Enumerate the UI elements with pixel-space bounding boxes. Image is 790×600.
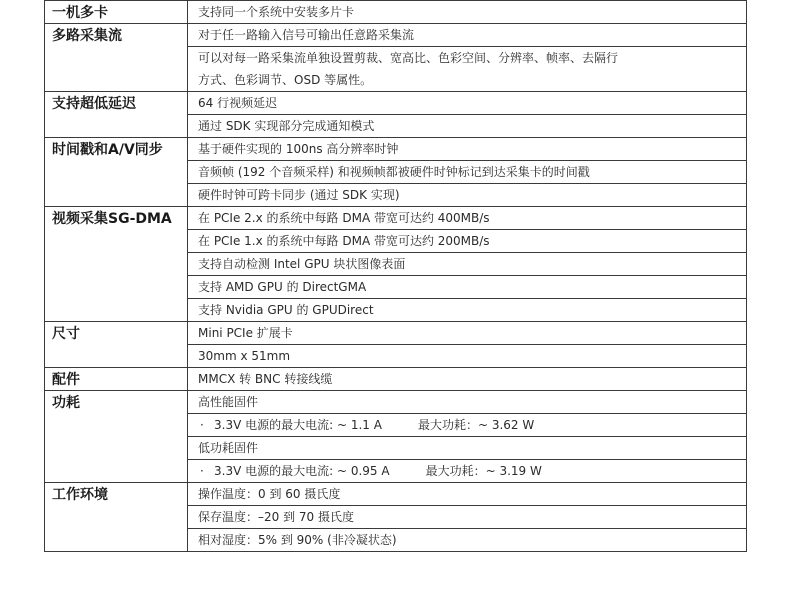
- category-cell: 配件: [45, 368, 188, 391]
- spec-text: Mini PCIe 扩展卡: [188, 322, 747, 345]
- category-cell: 支持超低延迟: [45, 92, 188, 138]
- table-row: [45, 24, 747, 47]
- category-cell: 尺寸: [45, 322, 188, 368]
- category-cell: 功耗: [45, 391, 188, 483]
- max-current-text: 3.3V 电源的最大电流: ~ 0.95 A: [214, 464, 390, 478]
- bullet: ·: [200, 464, 204, 478]
- spec-text: 30mm x 51mm: [188, 345, 747, 368]
- table-row: [45, 322, 747, 345]
- spec-text: 方式、色彩调节、OSD 等属性。: [188, 69, 747, 92]
- power-detail: [188, 414, 747, 437]
- category-cell: 视频采集SG-DMA: [45, 207, 188, 322]
- spec-text: 在 PCIe 1.x 的系统中每路 DMA 带宽可达约 200MB/s: [188, 230, 747, 253]
- spec-text: 保存温度：–20 到 70 摄氏度: [188, 506, 747, 529]
- category-cell: 多路采集流: [45, 24, 188, 92]
- spec-text: 基于硬件实现的 100ns 高分辨率时钟: [188, 138, 747, 161]
- table-row: [45, 368, 747, 391]
- table-row: [45, 483, 747, 506]
- spec-text: 可以对每一路采集流单独设置剪裁、宽高比、色彩空间、分辨率、帧率、去隔行: [188, 47, 747, 70]
- spec-text: MMCX 转 BNC 转接线缆: [188, 368, 747, 391]
- spec-table: [44, 0, 747, 552]
- max-power-text: 最大功耗：~ 3.62 W: [417, 418, 535, 432]
- spec-text: 支持 Nvidia GPU 的 GPUDirect: [188, 299, 747, 322]
- spec-text: 操作温度：0 到 60 摄氏度: [188, 483, 747, 506]
- spec-text: 在 PCIe 2.x 的系统中每路 DMA 带宽可达约 400MB/s: [188, 207, 747, 230]
- table-row: [45, 391, 747, 414]
- table-row: [45, 138, 747, 161]
- category-cell: 一机多卡: [45, 1, 188, 24]
- spec-text: 相对湿度：5% 到 90% (非冷凝状态): [188, 529, 747, 552]
- spec-text: 支持同一个系统中安装多片卡: [188, 1, 747, 24]
- max-current-text: 3.3V 电源的最大电流: ~ 1.1 A: [214, 418, 382, 432]
- spec-text: 支持 AMD GPU 的 DirectGMA: [188, 276, 747, 299]
- category-cell: 时间戳和A/V同步: [45, 138, 188, 207]
- spec-text: 64 行视频延迟: [188, 92, 747, 115]
- spec-text: 对于任一路输入信号可输出任意路采集流: [188, 24, 747, 47]
- spec-text: 高性能固件: [188, 391, 747, 414]
- table-row: [45, 92, 747, 115]
- spec-text: 音频帧 (192 个音频采样) 和视频帧都被硬件时钟标记到达采集卡的时间戳: [188, 161, 747, 184]
- spec-text: 低功耗固件: [188, 437, 747, 460]
- table-row: [45, 1, 747, 24]
- table-row: [45, 207, 747, 230]
- max-power-text: 最大功耗：~ 3.19 W: [425, 464, 542, 478]
- power-detail: [188, 460, 747, 483]
- spec-text: 硬件时钟可跨卡同步 (通过 SDK 实现): [188, 184, 747, 207]
- spec-text: 通过 SDK 实现部分完成通知模式: [188, 115, 747, 138]
- spec-text: 支持自动检测 Intel GPU 块状图像表面: [188, 253, 747, 276]
- category-cell: 工作环境: [45, 483, 188, 552]
- bullet: ·: [200, 418, 204, 432]
